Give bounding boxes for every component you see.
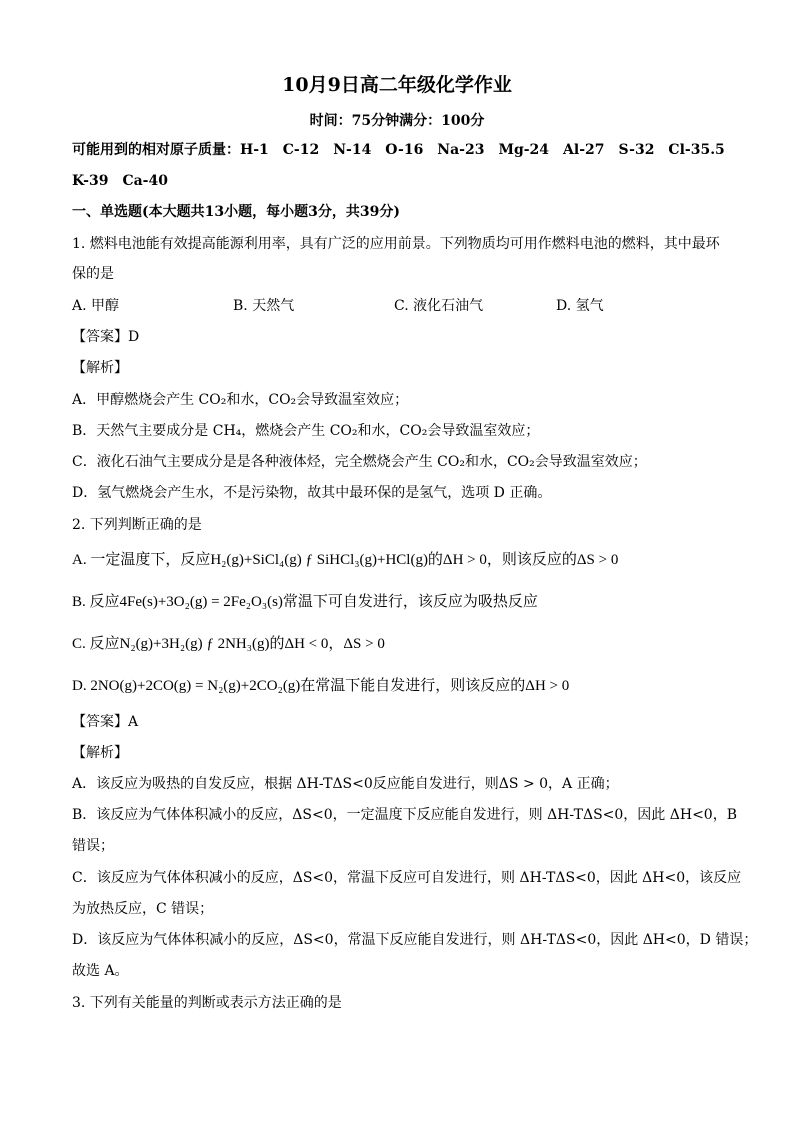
exam-time-score: 时间：75分钟满分：100分 <box>309 113 485 129</box>
q1-analysis-a: A．甲醇燃烧会产生 CO₂和水，CO₂会导致温室效应； <box>72 392 409 408</box>
atomic-masses-line2: K-39 Ca-40 <box>72 173 168 189</box>
q1-analysis-b: B．天然气主要成分是 CH₄，燃烧会产生 CO₂和水，CO₂会导致温室效应； <box>72 423 540 439</box>
q1-answer: 【答案】D <box>72 329 140 345</box>
q2-analysis-label: 【解析】 <box>72 745 128 761</box>
q1-option-d: D. 氢气 <box>556 298 604 314</box>
q2-option-c: C. 反应N₂(g)+3H₂(g) ƒ 2NH₃(g)的ΔH < 0，ΔS > 0 <box>72 636 385 652</box>
q2-analysis-b1: B．该反应为气体体积减小的反应，ΔS<0，一定温度下反应能自发进行，则 ΔH-TΔS<0，因此 ΔH<0，B <box>72 807 737 823</box>
q2-analysis-b2: 错误； <box>72 838 114 854</box>
q2-option-b: B. 反应4Fe(s)+3O₂(g) = 2Fe₂O₃(s)常温下可自发进行，该反应为吸热反应 <box>72 594 538 610</box>
q1-option-a: A. 甲醇 <box>72 298 120 314</box>
q2-analysis-c1: C．该反应为气体体积减小的反应，ΔS<0，常温下反应可自发进行，则 ΔH-TΔS<0，因此 ΔH<0，该反应 <box>72 870 742 886</box>
q1-option-c: C. 液化石油气 <box>394 298 484 314</box>
q3-stem: 3. 下列有关能量的判断或表示方法正确的是 <box>72 995 342 1011</box>
atomic-masses-line1: 可能用到的相对原子质量：H-1 C-12 N-14 O-16 Na-23 Mg-24 Al-27 S-32 Cl-35.5 <box>72 142 725 158</box>
q1-analysis-c: C．液化石油气主要成分是是各种液体烃，完全燃烧会产生 CO₂和水，CO₂会导致温室效应； <box>72 454 647 470</box>
q2-option-d: D. 2NO(g)+2CO(g) = N₂(g)+2CO₂(g)在常温下能自发进行，则该反应的ΔH > 0 <box>72 678 570 694</box>
section-heading: 一、单选题(本大题共13小题，每小题3分，共39分) <box>72 204 400 220</box>
q2-analysis-d: D．该反应为气体体积减小的反应，ΔS<0，常温下反应能自发进行，则 ΔH-TΔS<0，因此 ΔH<0，D 错误； <box>72 932 758 948</box>
page-title: 10月9日高二年级化学作业 <box>282 74 512 96</box>
q1-stem-line1: 1. 燃料电池能有效提高能源利用率，具有广泛的应用前景。下列物质均可用作燃料电池的燃料，其中最环 <box>72 236 720 252</box>
q2-option-a: A. 一定温度下，反应H₂(g)+SiCl₄(g) ƒ SiHCl₃(g)+HCl(g)的ΔH > 0，则该反应的ΔS > 0 <box>72 552 619 568</box>
q1-stem-line2: 保的是 <box>72 266 114 282</box>
q2-answer: 【答案】A <box>72 714 139 730</box>
q2-analysis-c2: 为放热反应，C 错误； <box>72 901 214 917</box>
q1-option-b: B. 天然气 <box>233 298 295 314</box>
q2-stem: 2. 下列判断正确的是 <box>72 517 202 533</box>
q1-analysis-label: 【解析】 <box>72 360 128 376</box>
q2-analysis-a: A．该反应为吸热的自发反应，根据 ΔH-TΔS<0反应能自发进行，则ΔS > 0，A 正确； <box>72 776 619 792</box>
q1-analysis-d: D．氢气燃烧会产生水，不是污染物，故其中最环保的是氢气，选项 D 正确。 <box>72 485 552 501</box>
q2-conclusion: 故选 A。 <box>72 963 129 979</box>
